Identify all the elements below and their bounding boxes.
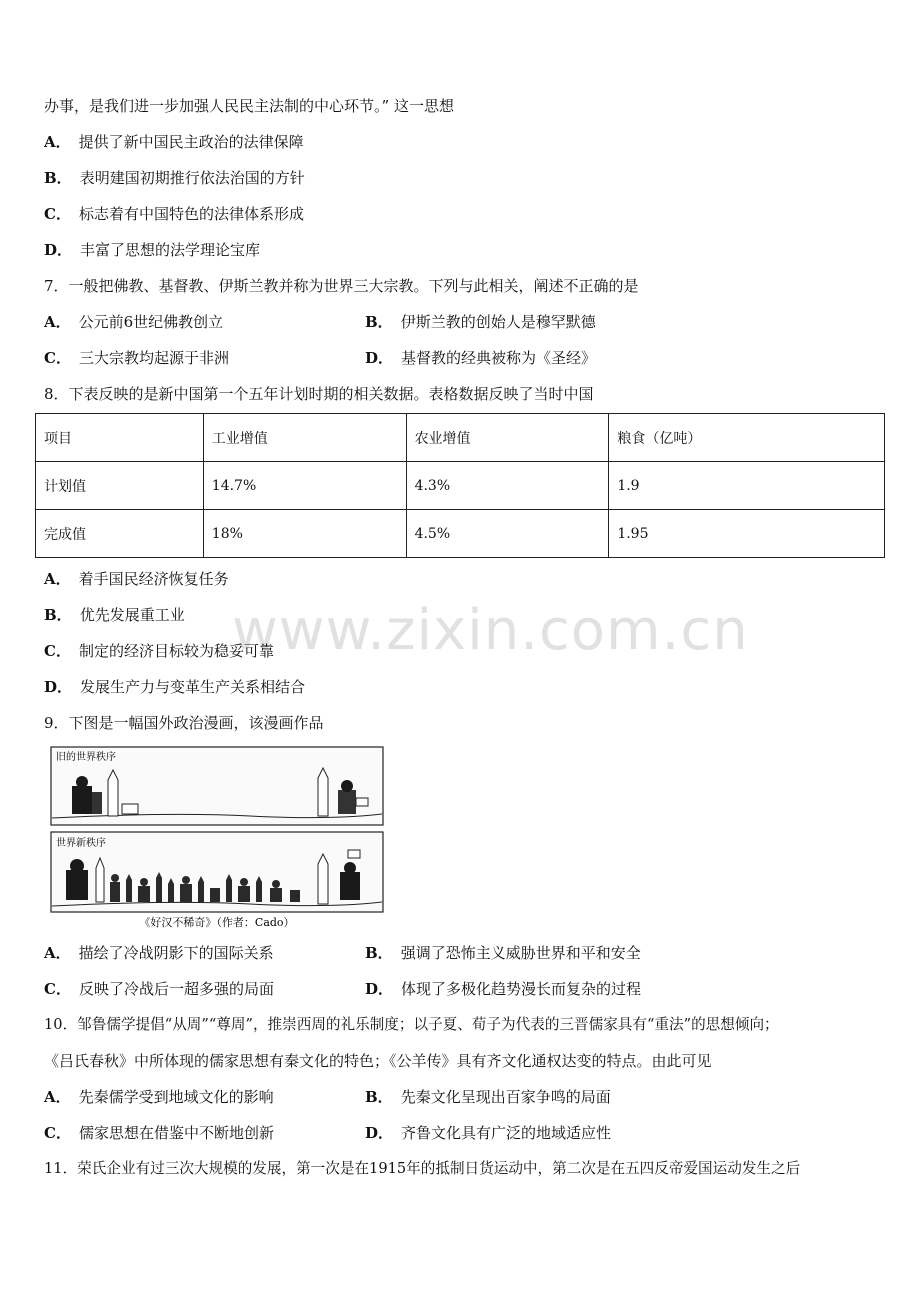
q6-stem-tail: 办事，是我们进一步加强人民民主法制的中心环节。” 这一思想 [44, 97, 454, 115]
table-cell: 完成值 [36, 510, 204, 558]
q10-option-a: A． 先秦儒学受到地域文化的影响 [44, 1088, 274, 1106]
q6-option-a: A． 提供了新中国民主政治的法律保障 [44, 133, 304, 151]
q11-stem: 11．荣氏企业有过三次大规模的发展，第一次是在1915年的抵制日货运动中，第二次是在五四反帝爱国运动发生之后 [44, 1160, 801, 1177]
q8-option-c: C． 制定的经济目标较为稳妥可靠 [44, 642, 274, 660]
table-cell: 计划值 [36, 462, 204, 510]
table-header-cell: 农业增值 [406, 414, 609, 462]
table-cell: 1.95 [609, 510, 885, 558]
panel-label-old-order: 旧的世界秩序 [56, 752, 116, 763]
table-cell: 14.7% [203, 462, 406, 510]
q10-stem-line1: 10．邹鲁儒学提倡“从周”“尊周”，推崇西周的礼乐制度；以子夏、荀子为代表的三晋儒家具有“重法”的思想倾向； [44, 1016, 779, 1033]
q8-option-b: B． 优先发展重工业 [44, 606, 185, 624]
table-header-cell: 粮食（亿吨） [609, 414, 885, 462]
five-year-plan-table [35, 413, 885, 558]
q9-stem: 9．下图是一幅国外政治漫画，该漫画作品 [44, 714, 324, 732]
q7-stem: 7．一般把佛教、基督教、伊斯兰教并称为世界三大宗教。下列与此相关，阐述不正确的是 [44, 277, 639, 295]
table-cell: 1.9 [609, 462, 885, 510]
old-order-right-missile-icon [318, 768, 328, 816]
table-cell: 4.3% [406, 462, 609, 510]
q9-option-d: D． 体现了多极化趋势漫长而复杂的过程 [365, 980, 642, 998]
q10-option-d: D． 齐鲁文化具有广泛的地域适应性 [365, 1124, 612, 1142]
q7-option-d: D． 基督教的经典被称为《圣经》 [365, 349, 597, 367]
political-cartoon [50, 746, 384, 932]
cartoon-caption: 《好汉不稀奇》（作者：Cado） [139, 916, 295, 929]
table-header-cell: 工业增值 [203, 414, 406, 462]
new-order-right-missile-icon [318, 854, 328, 904]
q8-option-a: A． 着手国民经济恢复任务 [44, 570, 229, 588]
table-header-row [36, 414, 885, 462]
q7-option-c: C． 三大宗教均起源于非洲 [44, 349, 229, 367]
q10-option-b: B． 先秦文化呈现出百家争鸣的局面 [365, 1088, 611, 1106]
table-row [36, 510, 885, 558]
watermark: www.zixin.com.cn [232, 598, 749, 663]
q10-stem-line2: 《吕氏春秋》中所体现的儒家思想有秦文化的特色；《公羊传》具有齐文化通权达变的特点。由此可见 [44, 1052, 712, 1070]
q6-option-d: D． 丰富了思想的法学理论宝库 [44, 241, 261, 259]
table-cell: 4.5% [406, 510, 609, 558]
q9-option-b: B． 强调了恐怖主义威胁世界和平和安全 [365, 944, 641, 962]
q9-option-c: C． 反映了冷战后一超多强的局面 [44, 980, 274, 998]
table-row [36, 462, 885, 510]
q6-option-c: C． 标志着有中国特色的法律体系形成 [44, 205, 304, 223]
table-header-cell: 项目 [36, 414, 204, 462]
q8-stem: 8．下表反映的是新中国第一个五年计划时期的相关数据。表格数据反映了当时中国 [44, 385, 594, 403]
q8-option-d: D． 发展生产力与变革生产关系相结合 [44, 678, 306, 696]
q7-option-b: B． 伊斯兰教的创始人是穆罕默德 [365, 313, 596, 331]
panel-label-new-order: 世界新秩序 [56, 838, 106, 849]
q9-option-a: A． 描绘了冷战阴影下的国际关系 [44, 944, 274, 962]
table-cell: 18% [203, 510, 406, 558]
q6-option-b: B． 表明建国初期推行依法治国的方针 [44, 169, 305, 187]
q7-option-a: A． 公元前6世纪佛教创立 [44, 313, 224, 331]
q10-option-c: C． 儒家思想在借鉴中不断地创新 [44, 1124, 274, 1142]
